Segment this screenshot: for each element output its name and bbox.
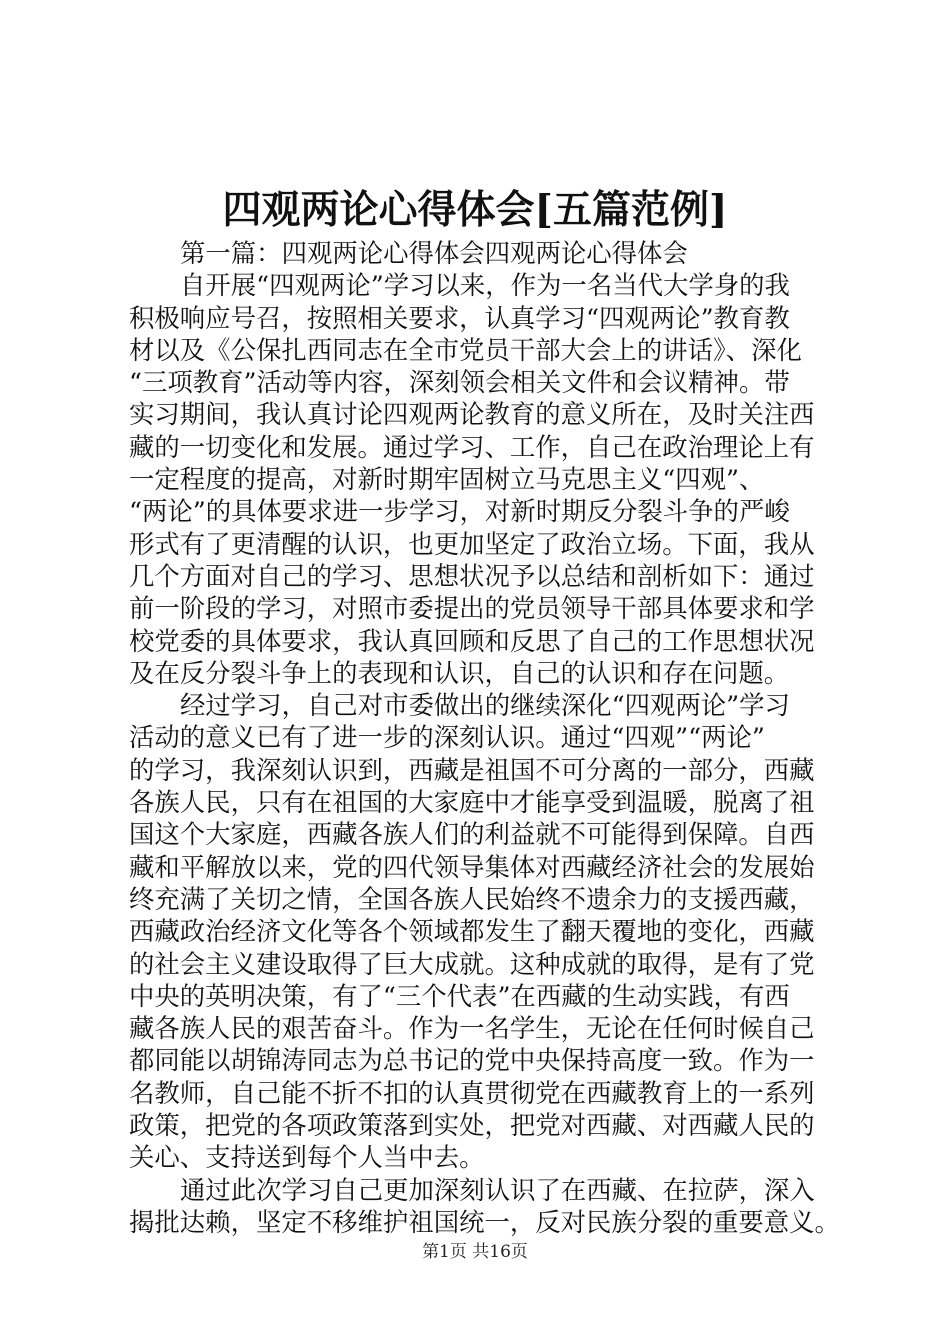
paragraph-line: 藏各族人民的艰苦奋斗。作为一名学生，无论在任何时候自己 xyxy=(129,1013,815,1044)
paragraph-line: 关心、支持送到每个人当中去。 xyxy=(129,1142,485,1173)
paragraph-line: 的社会主义建设取得了巨大成就。这种成就的取得，是有了党 xyxy=(129,948,815,979)
paragraph-line: 活动的意义已有了进一步的深刻认识。通过“四观”“两论” xyxy=(129,722,765,753)
paragraph-line: 前一阶段的学习，对照市委提出的党员领导干部具体要求和学 xyxy=(129,593,815,624)
paragraph-line: 政策，把党的各项政策落到实处，把党对西藏、对西藏人民的 xyxy=(129,1110,815,1141)
paragraph-line: 揭批达赖，坚定不移维护祖国统一，反对民族分裂的重要意义。 xyxy=(129,1206,840,1237)
paragraph-line: 中央的英明决策，有了“三个代表”在西藏的生动实践，有西 xyxy=(129,980,790,1011)
paragraph-line: “三项教育”活动等内容，深刻领会相关文件和会议精神。带 xyxy=(129,367,790,398)
paragraph-line: 藏和平解放以来，党的四代领导集体对西藏经济社会的发展始 xyxy=(129,851,815,882)
paragraph-line: 积极响应号召，按照相关要求，认真学习“四观两论”教育教 xyxy=(129,302,790,333)
paragraph-line: 国这个大家庭，西藏各族人们的利益就不可能得到保障。自西 xyxy=(129,819,815,850)
paragraph-line: 藏的一切变化和发展。通过学习、工作，自己在政治理论上有 xyxy=(129,431,815,462)
paragraph-line: 校党委的具体要求，我认真回顾和反思了自己的工作思想状况 xyxy=(129,625,815,656)
section-heading: 第一篇：四观两论心得体会四观两论心得体会 xyxy=(180,238,688,268)
paragraph-line: 材以及《公保扎西同志在全市党员干部大会上的讲话》、深化 xyxy=(129,334,802,365)
paragraph-line: 几个方面对自己的学习、思想状况予以总结和剖析如下：通过 xyxy=(129,560,815,591)
paragraph-line: 形式有了更清醒的认识，也更加坚定了政治立场。下面，我从 xyxy=(129,528,815,559)
paragraph-line: 通过此次学习自己更加深刻认识了在西藏、在拉萨，深入 xyxy=(180,1174,815,1205)
paragraph-line: 各族人民，只有在祖国的大家庭中才能享受到温暖，脱离了祖 xyxy=(129,787,815,818)
paragraph-line: “两论”的具体要求进一步学习，对新时期反分裂斗争的严峻 xyxy=(129,496,790,527)
paragraph-line: 自开展“四观两论”学习以来，作为一名当代大学身的我 xyxy=(180,270,790,301)
paragraph-line: 经过学习，自己对市委做出的继续深化“四观两论”学习 xyxy=(180,690,790,721)
paragraph-line: 都同能以胡锦涛同志为总书记的党中央保持高度一致。作为一 xyxy=(129,1045,815,1076)
paragraph-line: 及在反分裂斗争上的表现和认识，自己的认识和存在问题。 xyxy=(129,657,790,688)
page-footer: 第1页 共16页 xyxy=(422,1242,528,1262)
paragraph-line: 名教师，自己能不折不扣的认真贯彻党在西藏教育上的一系列 xyxy=(129,1077,815,1108)
paragraph-line: 西藏政治经济文化等各个领域都发生了翻天覆地的变化，西藏 xyxy=(129,916,815,947)
paragraph-line: 一定程度的提高，对新时期牢固树立马克思主义“四观”、 xyxy=(129,464,765,495)
document-title: 四观两论心得体会[五篇范例] xyxy=(222,187,728,233)
document-body xyxy=(129,237,841,1238)
paragraph-line: 实习期间，我认真讨论四观两论教育的意义所在，及时关注西 xyxy=(129,399,815,430)
paragraph-line: 的学习，我深刻认识到，西藏是祖国不可分离的一部分，西藏 xyxy=(129,754,815,785)
paragraph-line: 终充满了关切之情，全国各族人民始终不遗余力的支援西藏， xyxy=(129,883,815,914)
